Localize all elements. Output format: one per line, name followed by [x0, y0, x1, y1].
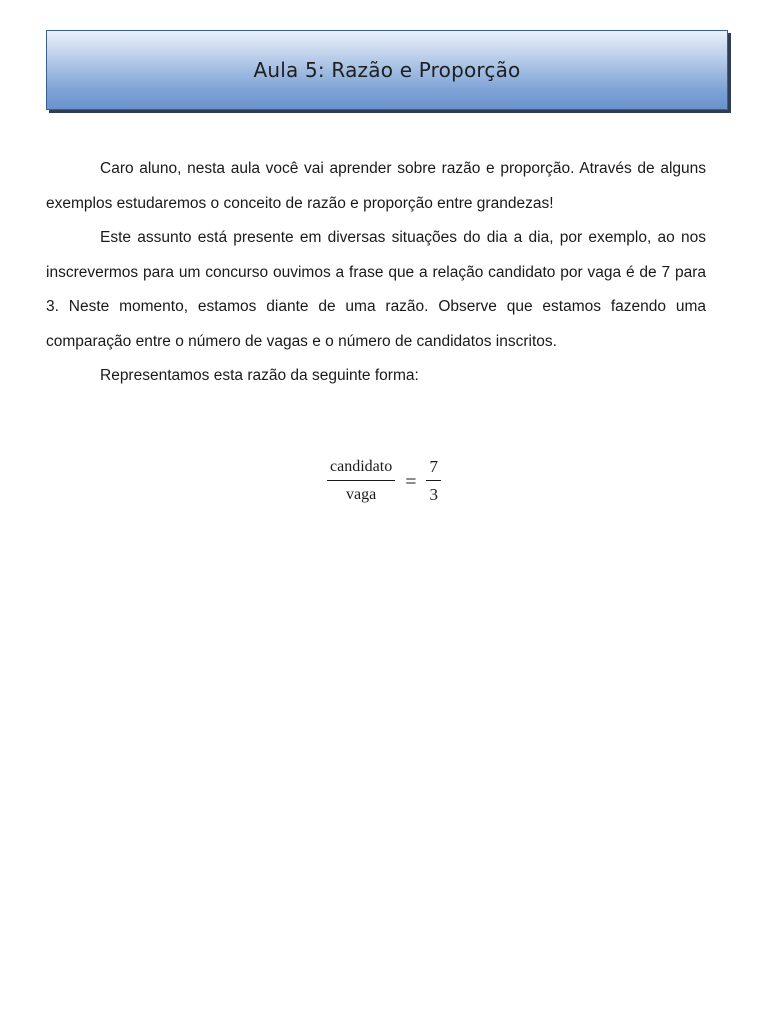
- fraction-denominator: 3: [429, 485, 438, 504]
- paragraph-intro: Caro aluno, nesta aula você vai aprender sobre razão e proporção. Através de alguns exemplos estudaremos o conceito de razão e proporção entre grandezas!: [46, 160, 706, 212]
- lesson-body: [46, 152, 706, 394]
- lesson-title-banner: [46, 30, 728, 110]
- fraction-candidato-vaga: [327, 456, 395, 506]
- fraction-denominator: vaga: [346, 486, 377, 503]
- paragraph-example: Este assunto está presente em diversas situações do dia a dia, por exemplo, ao nos inscrevermos para um concurso ouvimos a frase que a relação candidato por vaga é de 7 para 3. Neste momento, estamos diante de uma razão. Observe que estamos fazendo uma comparação entre o número de vagas e o número de candidatos inscritos.: [46, 229, 706, 350]
- fraction-numerator: 7: [429, 457, 438, 476]
- fraction-seven-three: [426, 456, 441, 506]
- paragraph-representation: Representamos esta razão da seguinte forma:: [100, 367, 419, 384]
- fraction-numerator: candidato: [330, 458, 393, 475]
- equals-sign: =: [405, 470, 417, 493]
- lesson-title: Aula 5: Razão e Proporção: [253, 58, 521, 82]
- ratio-formula: [0, 456, 768, 506]
